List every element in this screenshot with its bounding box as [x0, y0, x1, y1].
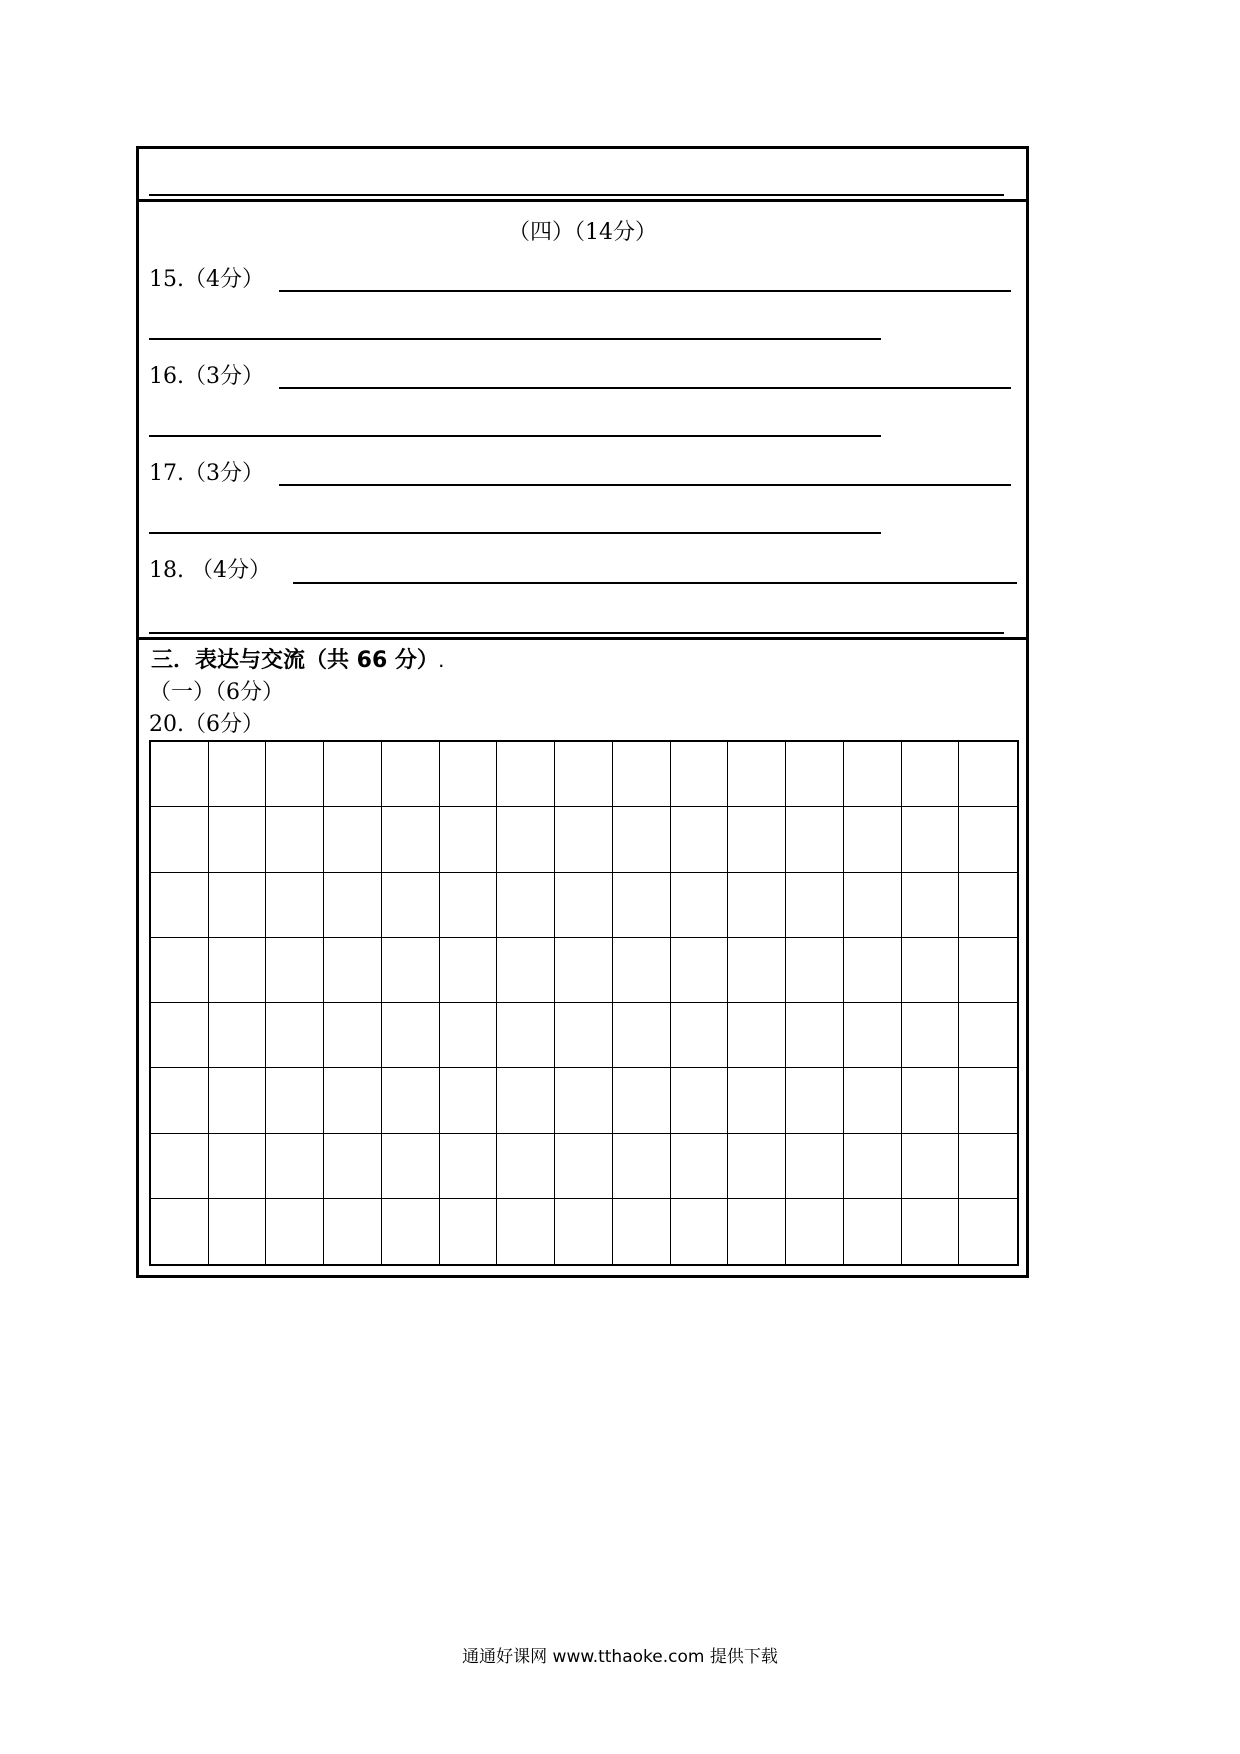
- footer-text: 通通好课网 www.tthaoke.com 提供下载: [462, 1647, 778, 1667]
- grid-cell[interactable]: [151, 1199, 209, 1264]
- grid-cell[interactable]: [497, 807, 555, 872]
- grid-cell[interactable]: [555, 742, 613, 807]
- grid-cell[interactable]: [844, 742, 902, 807]
- grid-cell[interactable]: [209, 807, 267, 872]
- grid-cell[interactable]: [786, 1199, 844, 1264]
- grid-cell[interactable]: [555, 938, 613, 1003]
- grid-cell[interactable]: [786, 1003, 844, 1068]
- grid-cell[interactable]: [324, 1068, 382, 1133]
- grid-cell[interactable]: [555, 1068, 613, 1133]
- grid-cell[interactable]: [613, 1003, 671, 1068]
- grid-cell[interactable]: [266, 807, 324, 872]
- grid-cell[interactable]: [497, 938, 555, 1003]
- grid-cell[interactable]: [266, 1199, 324, 1264]
- grid-cell[interactable]: [209, 1199, 267, 1264]
- grid-cell[interactable]: [786, 807, 844, 872]
- grid-cell[interactable]: [728, 742, 786, 807]
- grid-cell[interactable]: [151, 1003, 209, 1068]
- grid-cell[interactable]: [844, 938, 902, 1003]
- grid-cell[interactable]: [844, 1134, 902, 1199]
- grid-cell[interactable]: [671, 938, 729, 1003]
- grid-cell[interactable]: [786, 742, 844, 807]
- section-three-title-suffix: .: [438, 656, 444, 670]
- writing-grid[interactable]: [149, 740, 1019, 1266]
- section-four-box: [136, 199, 1029, 640]
- grid-cell[interactable]: [382, 742, 440, 807]
- grid-cell[interactable]: [844, 873, 902, 938]
- grid-cell[interactable]: [613, 742, 671, 807]
- grid-cell[interactable]: [151, 1134, 209, 1199]
- grid-cell[interactable]: [959, 742, 1017, 807]
- grid-cell[interactable]: [959, 873, 1017, 938]
- section-three-title: [151, 648, 444, 676]
- section-three-box: [136, 637, 1029, 1278]
- grid-cell[interactable]: [613, 1199, 671, 1264]
- grid-cell[interactable]: [844, 1199, 902, 1264]
- grid-cell[interactable]: [497, 742, 555, 807]
- grid-cell[interactable]: [728, 873, 786, 938]
- grid-cell[interactable]: [786, 938, 844, 1003]
- grid-cell[interactable]: [671, 873, 729, 938]
- question-16-answer-line[interactable]: [279, 387, 1011, 389]
- grid-cell[interactable]: [959, 938, 1017, 1003]
- grid-cell[interactable]: [728, 807, 786, 872]
- grid-cell[interactable]: [151, 938, 209, 1003]
- grid-cell[interactable]: [440, 1068, 498, 1133]
- question-15-answer-line[interactable]: [279, 290, 1011, 292]
- grid-cell[interactable]: [382, 1199, 440, 1264]
- grid-cell[interactable]: [555, 807, 613, 872]
- grid-cell[interactable]: [728, 1068, 786, 1133]
- grid-cell[interactable]: [671, 1068, 729, 1133]
- question-17-answer-line-2[interactable]: [149, 532, 881, 534]
- grid-cell[interactable]: [266, 1003, 324, 1068]
- question-17-answer-line[interactable]: [279, 484, 1011, 486]
- grid-cell[interactable]: [209, 1134, 267, 1199]
- grid-cell[interactable]: [324, 807, 382, 872]
- grid-cell[interactable]: [728, 1134, 786, 1199]
- grid-cell[interactable]: [324, 938, 382, 1003]
- grid-cell[interactable]: [151, 873, 209, 938]
- answer-box-top: [136, 146, 1029, 202]
- grid-cell[interactable]: [266, 938, 324, 1003]
- grid-cell[interactable]: [671, 1134, 729, 1199]
- grid-cell[interactable]: [151, 807, 209, 872]
- grid-cell[interactable]: [382, 807, 440, 872]
- grid-cell[interactable]: [151, 1068, 209, 1133]
- grid-cell[interactable]: [440, 873, 498, 938]
- grid-cell[interactable]: [266, 1068, 324, 1133]
- section-three-title-text: 三．表达与交流（共 66 分）: [151, 648, 439, 673]
- grid-cell[interactable]: [324, 1199, 382, 1264]
- grid-cell[interactable]: [671, 1199, 729, 1264]
- grid-cell[interactable]: [902, 938, 960, 1003]
- grid-cell[interactable]: [324, 1134, 382, 1199]
- grid-cell[interactable]: [209, 742, 267, 807]
- question-20-label: 20.（6分）: [149, 712, 264, 737]
- question-16-answer-line-2[interactable]: [149, 435, 881, 437]
- grid-cell[interactable]: [844, 1068, 902, 1133]
- grid-cell[interactable]: [902, 1068, 960, 1133]
- grid-cell[interactable]: [555, 1003, 613, 1068]
- grid-cell[interactable]: [440, 1003, 498, 1068]
- grid-cell[interactable]: [902, 1003, 960, 1068]
- grid-cell[interactable]: [844, 807, 902, 872]
- grid-cell[interactable]: [786, 873, 844, 938]
- grid-cell[interactable]: [382, 1134, 440, 1199]
- grid-cell[interactable]: [209, 873, 267, 938]
- answer-line[interactable]: [149, 194, 1004, 196]
- grid-cell[interactable]: [671, 807, 729, 872]
- grid-cell[interactable]: [324, 742, 382, 807]
- grid-cell[interactable]: [613, 807, 671, 872]
- grid-cell[interactable]: [440, 742, 498, 807]
- grid-cell[interactable]: [440, 807, 498, 872]
- grid-cell[interactable]: [959, 1199, 1017, 1264]
- grid-cell[interactable]: [959, 1003, 1017, 1068]
- grid-cell[interactable]: [555, 1134, 613, 1199]
- grid-cell[interactable]: [728, 1199, 786, 1264]
- grid-cell[interactable]: [497, 1068, 555, 1133]
- grid-cell[interactable]: [266, 742, 324, 807]
- subsection-label: （一）（6分）: [149, 680, 284, 705]
- grid-cell[interactable]: [555, 873, 613, 938]
- grid-cell[interactable]: [902, 873, 960, 938]
- grid-cell[interactable]: [959, 1134, 1017, 1199]
- grid-cell[interactable]: [324, 873, 382, 938]
- section-four-heading: （四）（14分）: [508, 220, 657, 245]
- grid-cell[interactable]: [959, 1068, 1017, 1133]
- grid-cell[interactable]: [902, 742, 960, 807]
- question-18-answer-line[interactable]: [293, 582, 1017, 584]
- grid-cell[interactable]: [613, 1134, 671, 1199]
- grid-cell[interactable]: [151, 742, 209, 807]
- grid-cell[interactable]: [382, 1068, 440, 1133]
- grid-cell[interactable]: [440, 1199, 498, 1264]
- grid-cell[interactable]: [497, 1003, 555, 1068]
- grid-cell[interactable]: [209, 1003, 267, 1068]
- grid-cell[interactable]: [728, 1003, 786, 1068]
- grid-cell[interactable]: [497, 1199, 555, 1264]
- question-18-label: 18. （4分）: [149, 558, 271, 583]
- grid-cell[interactable]: [324, 1003, 382, 1068]
- question-15-answer-line-2[interactable]: [149, 338, 881, 340]
- grid-cell[interactable]: [497, 1134, 555, 1199]
- grid-cell[interactable]: [671, 1003, 729, 1068]
- grid-cell[interactable]: [786, 1134, 844, 1199]
- grid-cell[interactable]: [902, 1134, 960, 1199]
- grid-cell[interactable]: [555, 1199, 613, 1264]
- grid-cell[interactable]: [959, 807, 1017, 872]
- grid-cell[interactable]: [266, 1134, 324, 1199]
- question-15-label: 15.（4分）: [149, 267, 264, 292]
- grid-cell[interactable]: [613, 938, 671, 1003]
- grid-cell[interactable]: [902, 807, 960, 872]
- grid-cell[interactable]: [497, 873, 555, 938]
- grid-cell[interactable]: [613, 873, 671, 938]
- grid-cell[interactable]: [844, 1003, 902, 1068]
- question-16-label: 16.（3分）: [149, 364, 264, 389]
- grid-cell[interactable]: [671, 742, 729, 807]
- grid-cell[interactable]: [728, 938, 786, 1003]
- grid-cell[interactable]: [382, 938, 440, 1003]
- grid-cell[interactable]: [440, 1134, 498, 1199]
- question-17-label: 17.（3分）: [149, 461, 264, 486]
- grid-cell[interactable]: [786, 1068, 844, 1133]
- grid-cell[interactable]: [209, 1068, 267, 1133]
- grid-cell[interactable]: [902, 1199, 960, 1264]
- grid-cell[interactable]: [613, 1068, 671, 1133]
- question-18-answer-line-2[interactable]: [149, 632, 1004, 634]
- grid-cell[interactable]: [382, 1003, 440, 1068]
- grid-cell[interactable]: [382, 873, 440, 938]
- grid-cell[interactable]: [440, 938, 498, 1003]
- grid-cell[interactable]: [209, 938, 267, 1003]
- grid-cell[interactable]: [266, 873, 324, 938]
